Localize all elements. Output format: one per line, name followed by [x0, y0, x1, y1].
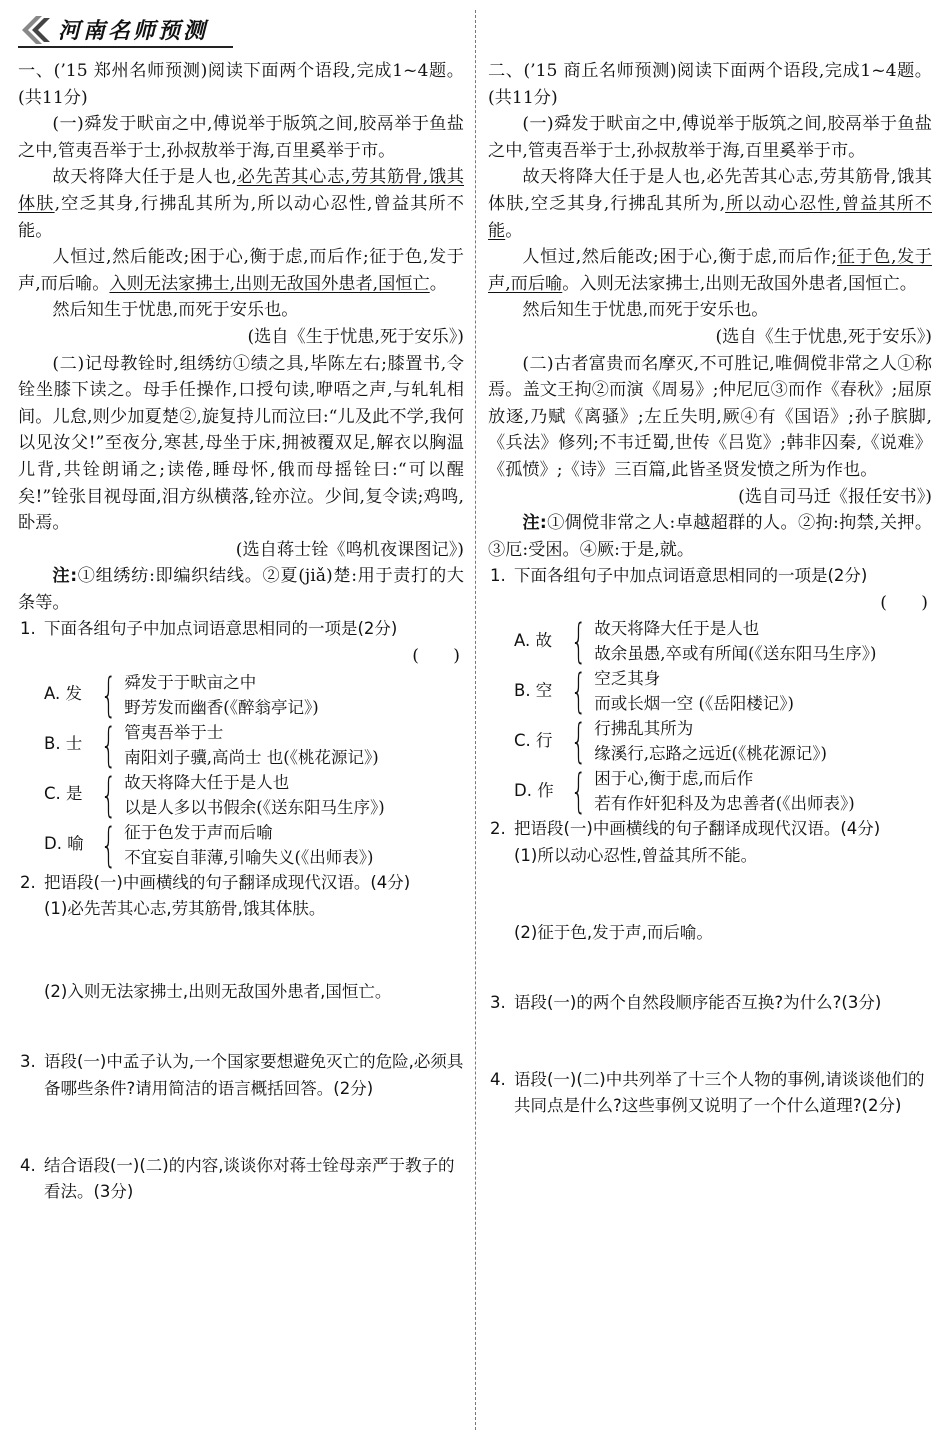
brace-glyph: { — [100, 667, 117, 722]
passage-one-para-1: (一)舜发于畎亩之中,傅说举于版筑之间,胶鬲举于鱼盐之中,管夷吾举于士,孙叔敖举于海,百里奚举于市。 — [488, 114, 932, 161]
passage-one-para-3: 人恒过,然后能改;困于心,衡于虑,而后作;征于色,发于声,而后喻。入则无法家拂士,出则无敌国外患者,国恒亡。 — [18, 247, 464, 294]
question-1-option[interactable] — [44, 667, 464, 722]
question-4: 4. 结合语段(一)(二)的内容,谈谈你对蒋士铨母亲严于教子的看法。(3分) — [20, 1155, 455, 1202]
option-label: D. 作 — [514, 781, 554, 801]
answer-blank[interactable]: ( ) — [880, 592, 928, 613]
question-1-option[interactable] — [44, 817, 464, 872]
option-sentence: 野芳发而幽香(《醉翁亭记》) — [124, 697, 319, 717]
brace-glyph: { — [570, 664, 587, 719]
option-sentence: 困于心,衡于虑,而后作 — [594, 769, 754, 789]
question-1: 1. 下面各组句子中加点词语意思相同的一项是(2分) — [20, 619, 398, 639]
question-1-option[interactable] — [514, 714, 932, 769]
option-label: C. 是 — [44, 784, 83, 804]
question-2-part-1: (1)必先苦其心志,劳其筋骨,饿其体肤。 — [44, 899, 326, 919]
section-two-intro: 二、(’15 商丘名师预测)阅读下面两个语段,完成1~4题。(共11分) — [488, 61, 932, 108]
option-sentence: 以是人多以书假余(《送东阳马生序》) — [124, 797, 385, 817]
question-1-option[interactable] — [44, 767, 464, 822]
question-1: 1. 下面各组句子中加点词语意思相同的一项是(2分) — [490, 566, 868, 586]
passage-one-para-4: 然后知生于忧患,而死于安乐也。 — [522, 300, 769, 321]
passage-one-para-2: 故天将降大任于是人也,必先苦其心志,劳其筋骨,饿其体肤,空乏其身,行拂乱其所为,所以动心忍性,曾益其所不能。 — [488, 167, 932, 241]
underlined-sentence: 所以动心忍性,曾益其所不能 — [488, 193, 932, 241]
brace-glyph: { — [100, 817, 117, 872]
option-sentence: 行拂乱其所为 — [594, 719, 694, 739]
brace-glyph: { — [570, 714, 587, 769]
left-column — [18, 58, 464, 1206]
passage-one-para-3: 人恒过,然后能改;困于心,衡于虑,而后作;征于色,发于声,而后喻。入则无法家拂士,出则无敌国外患者,国恒亡。 — [488, 247, 932, 294]
question-2-part-2: (2)征于色,发于声,而后喻。 — [514, 922, 713, 942]
passage-source: (选自《生于忧患,死于安乐》) — [715, 326, 932, 347]
option-sentence: 不宜妄自菲薄,引喻失义(《出师表》) — [124, 847, 374, 867]
question-3: 3. 语段(一)中孟子认为,一个国家要想避免灭亡的危险,必须具备哪些条件?请用简洁的语言概括回答。(2分) — [20, 1052, 464, 1099]
brace-glyph: { — [100, 717, 117, 772]
underlined-sentence: 征于色,发于声,而后喻 — [488, 247, 932, 294]
section-title: 河南名师预测 — [58, 19, 209, 44]
underlined-sentence: 必先苦其心志,劳其筋骨,饿其体肤 — [18, 167, 464, 214]
underlined-sentence: 入则无法家拂士,出则无敌国外患者,国恒亡 — [109, 273, 430, 294]
section-one-intro: 一、(’15 郑州名师预测)阅读下面两个语段,完成1~4题。(共11分) — [18, 61, 464, 108]
passage-one-para-1: (一)舜发于畎亩之中,傅说举于版筑之间,胶鬲举于鱼盐之中,管夷吾举于士,孙叔敖举于海,百里奚举于市。 — [18, 114, 464, 161]
option-sentence: 管夷吾举于士 — [124, 722, 224, 742]
question-4: 4. 语段(一)(二)中共列举了十三个人物的事例,请谈谈他们的共同点是什么?这些事例又说明了一个什么道理?(2分) — [490, 1069, 925, 1116]
question-1-option[interactable] — [514, 664, 932, 719]
option-label: A. 故 — [514, 631, 552, 651]
section-header — [18, 12, 233, 50]
header-rule — [18, 46, 233, 48]
question-3: 3. 语段(一)的两个自然段顺序能否互换?为什么?(3分) — [490, 993, 882, 1013]
option-label: D. 喻 — [44, 834, 84, 854]
question-2-part-1: (1)所以动心忍性,曾益其所不能。 — [514, 846, 758, 866]
notes: 注:①倜傥非常之人:卓越超群的人。②拘:拘禁,关押。③厄:受困。④厥:于是,就。 — [488, 513, 933, 560]
notes: 注:①组绣纺:即编织结线。②夏(jiǎ)楚:用于责打的大条等。 — [18, 566, 464, 613]
option-label: B. 士 — [44, 734, 83, 754]
passage-one-para-2: 故天将降大任于是人也,必先苦其心志,劳其筋骨,饿其体肤,空乏其身,行拂乱其所为,所以动心忍性,曾益其所不能。 — [18, 167, 464, 241]
question-1-option[interactable] — [514, 764, 932, 819]
answer-blank[interactable]: ( ) — [412, 646, 460, 667]
column-divider — [475, 10, 476, 1430]
option-sentence: 而或长烟一空 (《岳阳楼记》) — [594, 694, 794, 714]
question-1-option[interactable] — [44, 717, 464, 772]
option-label: C. 行 — [514, 731, 553, 751]
question-2: 2. 把语段(一)中画横线的句子翻译成现代汉语。(4分) — [20, 872, 411, 892]
option-sentence: 空乏其身 — [594, 669, 661, 689]
right-column — [488, 58, 932, 1120]
option-sentence: 缘溪行,忘路之远近(《桃花源记》) — [594, 744, 827, 764]
option-sentence: 故天将降大任于是人也 — [124, 772, 290, 792]
option-sentence: 南阳刘子骥,高尚士 也(《桃花源记》) — [124, 747, 379, 767]
passage-two: (二)古者富贵而名摩灭,不可胜记,唯倜傥非常之人①称焉。盖文王拘②而演《周易》;仲尼厄③而作《春秋》;屈原放逐,乃赋《离骚》;左丘失明,厥④有《国语》;孙子膑脚,《兵法》修列;不韦迁蜀,世传《吕览》;韩非囚秦,《说难》《孤愤》;《诗》三百篇,此皆圣贤发愤之所为作也。 — [488, 353, 932, 480]
option-label: B. 空 — [514, 681, 553, 701]
question-1-option[interactable] — [514, 614, 932, 669]
passage-one-para-4: 然后知生于忧患,而死于安乐也。 — [52, 300, 299, 321]
option-sentence: 若有作奸犯科及为忠善者(《出师表》) — [594, 794, 855, 814]
option-sentence: 故天将降大任于是人也 — [594, 619, 760, 639]
passage-two: (二)记母教铨时,组绣纺①绩之具,毕陈左右;膝置书,令铨坐膝下读之。母手任操作,口授句读,咿唔之声,与轧轧相间。儿怠,则少加夏楚②,旋复持儿而泣曰:“儿及此不学,我何以见汝父!”至夜分,寒甚,母坐于床,拥被覆双足,解衣以胸温儿背,共铨朗诵之;读倦,睡母怀,俄而母摇铨曰:“可以醒矣!”铨张目视母面,泪方纵横落,铨亦泣。少间,复令读;鸡鸣,卧焉。 — [18, 353, 464, 534]
passage-source: (选自《生于忧患,死于安乐》) — [247, 326, 464, 347]
passage-source: (选自司马迁《报任安书》) — [738, 486, 932, 507]
passage-source: (选自蒋士铨《鸣机夜课图记》) — [235, 539, 464, 560]
chevron-left-icon — [18, 12, 54, 48]
question-2-part-2: (2)入则无法家拂士,出则无敌国外患者,国恒亡。 — [44, 981, 392, 1001]
option-sentence: 故余虽愚,卒或有所闻(《送东阳马生序》) — [594, 644, 877, 664]
brace-glyph: { — [100, 767, 117, 822]
option-sentence: 征于色发于声而后喻 — [124, 822, 273, 842]
brace-glyph: { — [570, 764, 587, 819]
question-2: 2. 把语段(一)中画横线的句子翻译成现代汉语。(4分) — [490, 819, 881, 839]
brace-glyph: { — [570, 614, 587, 669]
option-label: A. 发 — [44, 684, 82, 704]
option-sentence: 舜发于于畎亩之中 — [124, 672, 257, 692]
